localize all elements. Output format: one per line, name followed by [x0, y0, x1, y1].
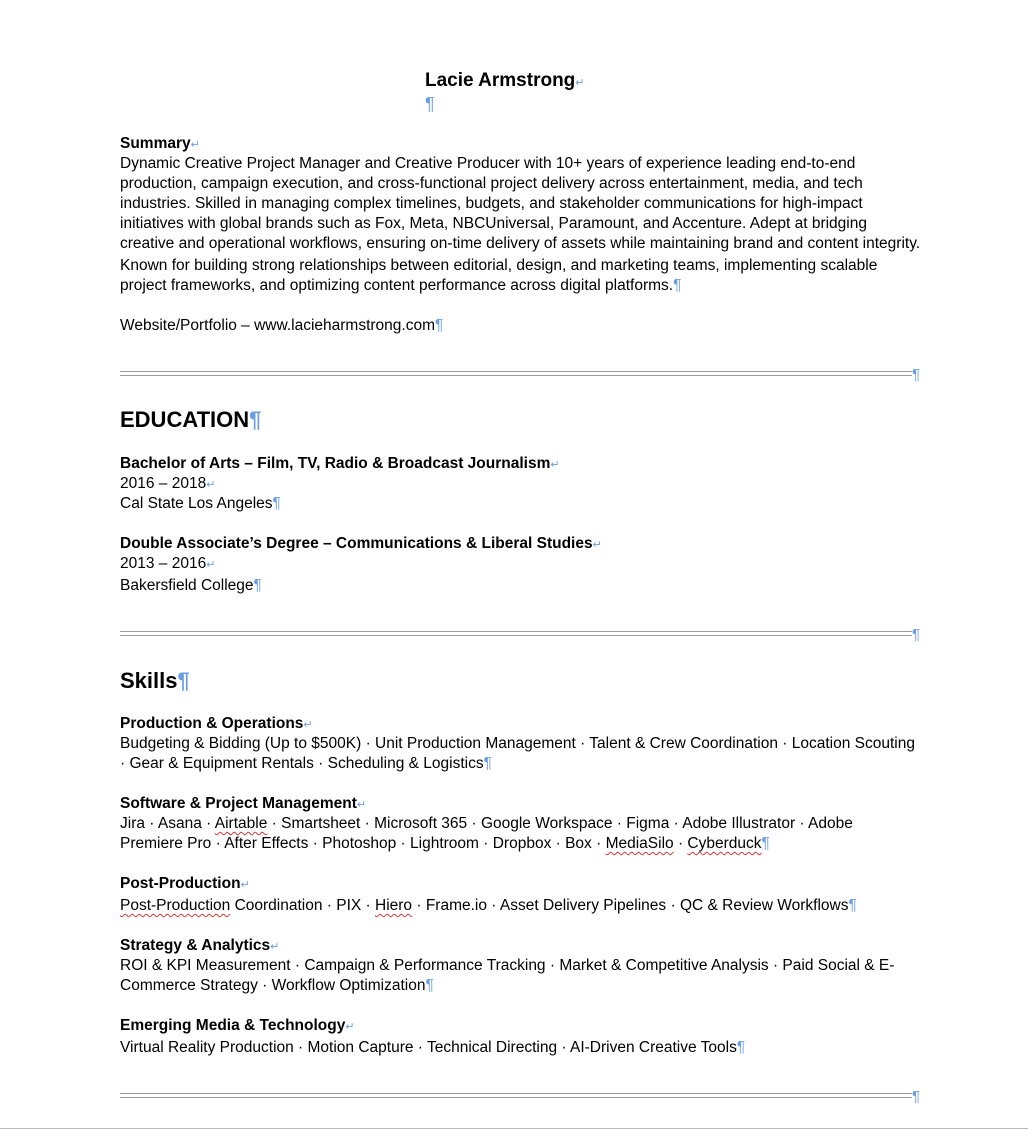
- summary-line: Dynamic Creative Project Manager and Creative Producer with 10+ years of experience leading end-to-end: [120, 155, 856, 172]
- education-school: Cal State Los Angeles¶: [120, 495, 281, 512]
- skills-line: Premiere Pro · After Effects · Photoshop · Lightroom · Dropbox · Box · MediaSilo · Cyberduck¶: [120, 835, 770, 852]
- paragraph-mark: ¶: [912, 1088, 921, 1105]
- paragraph-mark: ¶: [912, 366, 921, 383]
- education-degree: Double Associate’s Degree – Communications & Liberal Studies↵: [120, 535, 602, 552]
- summary-line: production, campaign execution, and cross-functional project delivery across entertainment, media, and tech: [120, 175, 863, 192]
- skills-group-heading: Software & Project Management↵: [120, 795, 367, 812]
- spelling-error[interactable]: Cyberduck: [687, 835, 762, 852]
- summary-line: industries. Skilled in managing complex timelines, budgets, and stakeholder communications for high-impact: [120, 195, 863, 212]
- spelling-error[interactable]: MediaSilo: [605, 835, 674, 852]
- summary-line: project frameworks, and optimizing content performance across digital platforms.¶: [120, 277, 682, 294]
- summary-heading: Summary↵: [120, 135, 200, 152]
- skills-line: Virtual Reality Production · Motion Capture · Technical Directing · AI-Driven Creative Tools¶: [120, 1039, 746, 1056]
- line-break-mark: ↵: [575, 77, 585, 89]
- skills-line: · Gear & Equipment Rentals · Scheduling & Logistics¶: [120, 755, 492, 772]
- resume-name: Lacie Armstrong↵: [425, 70, 585, 91]
- education-school: Bakersfield College¶: [120, 577, 262, 594]
- skills-group-heading: Emerging Media & Technology↵: [120, 1017, 355, 1034]
- horizontal-rule: [120, 631, 912, 636]
- summary-line: initiatives with global brands such as Fox, Meta, NBCUniversal, Paramount, and Accenture. Adept at bridging: [120, 215, 867, 232]
- horizontal-rule: [120, 371, 912, 376]
- education-years: 2016 – 2018↵: [120, 475, 216, 492]
- education-title: EDUCATION¶: [120, 407, 262, 432]
- horizontal-rule: [120, 1093, 912, 1098]
- skills-group-heading: Post-Production↵: [120, 875, 250, 892]
- skills-group-heading: Strategy & Analytics↵: [120, 937, 280, 954]
- spelling-error[interactable]: Post-Production: [120, 897, 231, 914]
- spelling-error[interactable]: Airtable: [214, 815, 268, 832]
- skills-line: Budgeting & Bidding (Up to $500K) · Unit Production Management · Talent & Crew Coordination · Location Scouting: [120, 735, 915, 752]
- skills-line: Jira · Asana · Airtable · Smartsheet · Microsoft 365 · Google Workspace · Figma · Adobe Illustrator · Adobe: [120, 815, 853, 832]
- skills-line: Commerce Strategy · Workflow Optimization¶: [120, 977, 434, 994]
- spelling-error[interactable]: Hiero: [375, 897, 413, 914]
- skills-line: Post-Production Coordination · PIX · Hiero · Frame.io · Asset Delivery Pipelines · QC & Review Workflows¶: [120, 897, 857, 914]
- education-years: 2013 – 2016↵: [120, 555, 216, 572]
- summary-line: creative and operational workflows, ensuring on-time delivery of assets while maintaining brand and content integrity.: [120, 235, 921, 252]
- education-degree: Bachelor of Arts – Film, TV, Radio & Broadcast Journalism↵: [120, 455, 560, 472]
- paragraph-mark: ¶: [425, 94, 435, 114]
- skills-group-heading: Production & Operations↵: [120, 715, 313, 732]
- website-line[interactable]: Website/Portfolio – www.lacieharmstrong.com¶: [120, 317, 444, 334]
- skills-line: ROI & KPI Measurement · Campaign & Performance Tracking · Market & Competitive Analysis · Paid Social & E-: [120, 957, 895, 974]
- skills-title: Skills¶: [120, 668, 190, 693]
- paragraph-mark: ¶: [912, 626, 921, 643]
- summary-line: Known for building strong relationships between editorial, design, and marketing teams, implementing scalable: [120, 257, 878, 274]
